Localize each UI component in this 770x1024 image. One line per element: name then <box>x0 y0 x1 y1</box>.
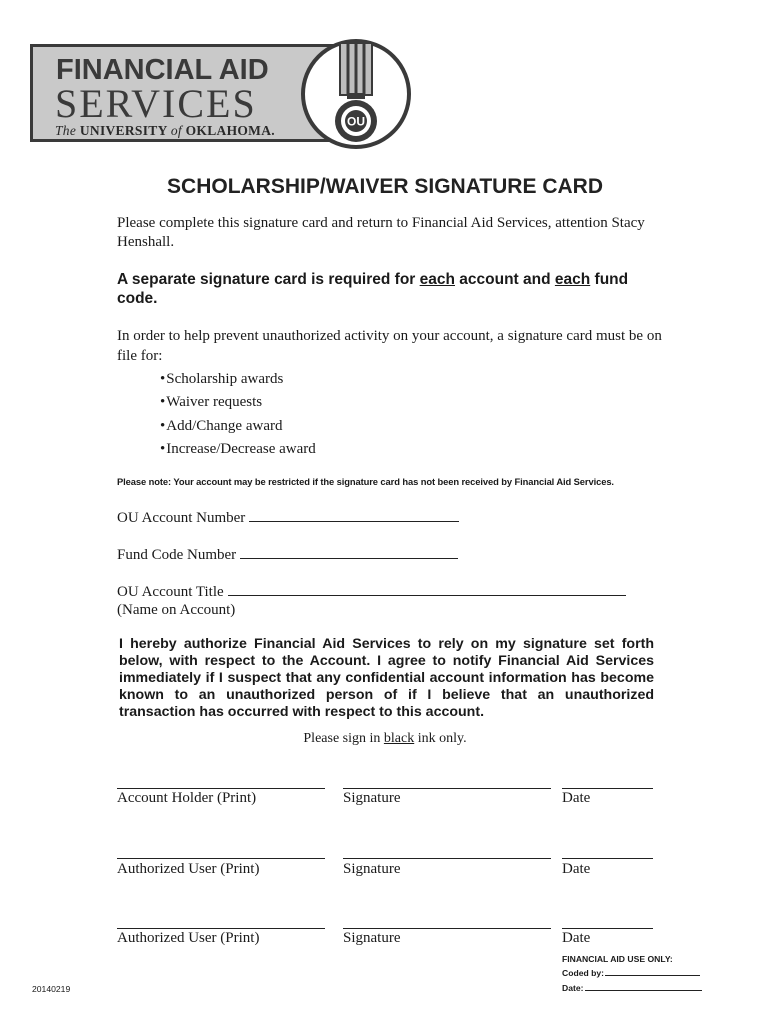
bullet-list <box>160 368 316 461</box>
name-signature-line[interactable] <box>117 928 325 929</box>
svg-text:OU: OU <box>347 114 365 129</box>
intro-paragraph: Please complete this signature card and return to Financial Aid Services, attention Stacy Henshall. <box>117 215 645 250</box>
name-signature-line[interactable] <box>117 788 325 789</box>
date-line[interactable] <box>562 788 653 789</box>
requirement-text-2: account and <box>454 271 555 288</box>
requirement-text-3: fund code. <box>117 271 629 307</box>
logo-oklahoma: OKLAHOMA. <box>185 123 275 138</box>
list-item: • Increase/Decrease award <box>160 438 316 461</box>
account-title-sublabel: (Name on Account) <box>117 602 236 618</box>
logo-title-line1: FINANCIAL AID <box>56 54 269 86</box>
signature-label: Signature <box>343 930 401 946</box>
signature-label: Signature <box>343 861 401 877</box>
logo-university-line <box>55 123 275 139</box>
signature-line[interactable] <box>343 858 551 859</box>
account-number-field[interactable] <box>117 509 459 527</box>
list-item: • Waiver requests <box>160 391 316 414</box>
account-number-label: OU Account Number <box>117 510 246 526</box>
sign-instruction-black: black <box>383 731 415 746</box>
date-label: Date <box>562 930 591 946</box>
name-label: Authorized User (Print) <box>117 930 260 946</box>
name-signature-line[interactable] <box>117 858 325 859</box>
authorization-paragraph: I hereby authorize Financial Aid Services to rely on my signature set forth below, with respect to the Account. I agree to notify Financial Aid Services immediately if I suspect that any confidential account information has become known to an unauthorized person of if I believe that an unauthorized transaction has occurred with respect to this account. <box>119 636 654 720</box>
medal-seal-icon <box>300 33 412 155</box>
sign-instruction <box>0 731 770 747</box>
logo-title-line2: SERVICES <box>55 81 257 126</box>
office-use-heading: FINANCIAL AID USE ONLY: <box>562 954 673 964</box>
list-item: • Add/Change award <box>160 415 316 438</box>
coded-by-label: Coded by: <box>562 968 605 978</box>
office-date-label: Date: <box>562 983 584 993</box>
logo-university: UNIVERSITY <box>79 123 168 138</box>
logo-the: The <box>55 123 77 138</box>
requirement-each-1: each <box>419 271 455 288</box>
sign-instruction-suffix: ink only. <box>414 731 467 746</box>
date-label: Date <box>562 790 591 806</box>
office-date-field[interactable] <box>562 983 702 993</box>
list-item: • Scholarship awards <box>160 368 316 391</box>
document-number: 20140219 <box>32 984 71 994</box>
logo-of: of <box>170 123 182 138</box>
coded-by-field[interactable] <box>562 968 700 978</box>
page-title: SCHOLARSHIP/WAIVER SIGNATURE CARD <box>167 175 603 198</box>
fund-code-field[interactable] <box>117 546 458 564</box>
restriction-note: Please note: Your account may be restricted if the signature card has not been received by Financial Aid Services. <box>117 476 614 487</box>
account-number-line[interactable] <box>249 509 459 522</box>
date-line[interactable] <box>562 858 653 859</box>
account-title-line[interactable] <box>228 583 626 596</box>
signature-line[interactable] <box>343 928 551 929</box>
account-title-label: OU Account Title <box>117 584 224 600</box>
requirement-paragraph <box>117 270 657 308</box>
office-date-line[interactable] <box>585 983 702 991</box>
name-label: Account Holder (Print) <box>117 790 257 806</box>
signature-label: Signature <box>343 790 401 806</box>
coded-by-line[interactable] <box>605 968 700 976</box>
fund-code-line[interactable] <box>240 546 458 559</box>
sign-instruction-prefix: Please sign in <box>303 731 384 746</box>
date-line[interactable] <box>562 928 653 929</box>
date-label: Date <box>562 861 591 877</box>
requirement-text-1: A separate signature card is required for <box>117 271 420 288</box>
signature-line[interactable] <box>343 788 551 789</box>
name-label: Authorized User (Print) <box>117 861 260 877</box>
prevent-paragraph: In order to help prevent unauthorized activity on your account, a signature card must be on file for: <box>117 328 662 364</box>
account-title-field[interactable] <box>117 583 626 601</box>
fund-code-label: Fund Code Number <box>117 547 237 563</box>
requirement-each-2: each <box>554 271 591 288</box>
